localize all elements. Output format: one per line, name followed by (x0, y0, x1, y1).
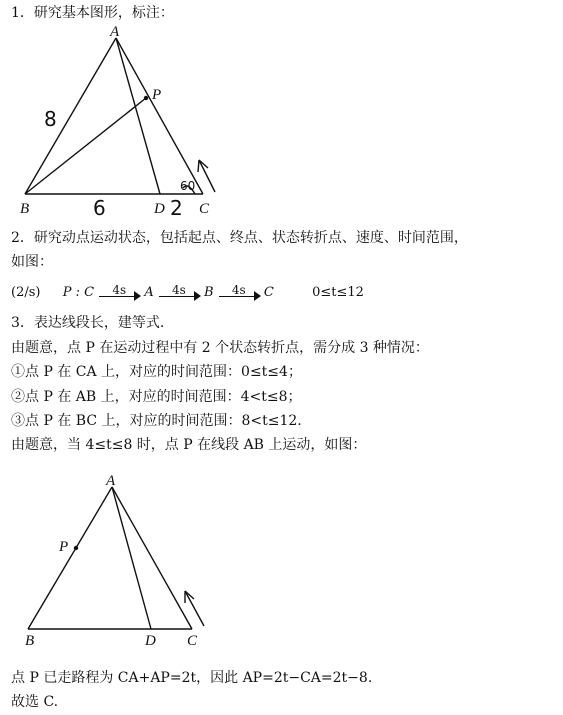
figure1-triangle (0, 22, 240, 220)
case3-text: ③点 P 在 BC 上，对应的时间范围：8<t≤12. (11, 413, 302, 429)
motion-process (11, 283, 364, 304)
label-b: B (20, 201, 30, 217)
figure2-triangle (0, 470, 230, 655)
arrow-c-to-a: 4s (99, 284, 139, 302)
label-p: P (59, 539, 69, 555)
process-point-b: B (204, 285, 214, 300)
conclusion-line2: 故选 C. (11, 694, 59, 710)
label-a: A (106, 473, 116, 489)
note-side-length: 8 (44, 107, 57, 131)
side-ab (25, 38, 116, 194)
label-a: A (110, 24, 120, 40)
motion-arrow-head (198, 160, 208, 172)
step1-heading: 1．研究基本图形，标注： (11, 5, 174, 21)
case1-text: ①点 P 在 CA 上，对应的时间范围：0≤t≤4； (11, 364, 302, 380)
case2-text: ②点 P 在 AB 上，对应的时间范围：4<t≤8； (11, 389, 302, 405)
side-ac (116, 38, 203, 194)
step3-line3: 由题意，当 4≤t≤8 时，点 P 在线段 AB 上运动，如图： (11, 437, 367, 453)
note-angle: 60 (180, 179, 196, 193)
note-dc-length: 2 (170, 196, 183, 220)
arrow-a-to-b: 4s (159, 284, 199, 302)
label-b: B (25, 633, 35, 649)
segment-ad (112, 487, 151, 629)
process-range: 0≤t≤12 (312, 285, 364, 300)
step2-line1: 2．研究动点运动状态，包括起点、终点、状态转折点、速度、时间范围， (11, 230, 468, 246)
speed-label: (2/s) (11, 285, 41, 300)
step3-line1: 3．表达线段长，建等式. (11, 315, 165, 331)
side-ab (28, 487, 112, 629)
label-d: D (154, 201, 165, 217)
label-c: C (199, 201, 210, 217)
motion-arrow-head (185, 591, 194, 603)
note-base-length: 6 (93, 196, 106, 220)
process-point-a: A (144, 285, 154, 300)
step3-line2: 由题意，点 P 在运动过程中有 2 个状态转折点，需分成 3 种情况： (11, 340, 429, 356)
label-c: C (187, 633, 198, 649)
arrow-b-to-c: 4s (219, 284, 259, 302)
motion-arrow-line (199, 160, 215, 192)
label-d: D (145, 633, 156, 649)
label-p: P (152, 87, 162, 103)
conclusion-line1: 点 P 已走路程为 CA+AP=2t，因此 AP=2t−CA=2t−8. (11, 670, 373, 686)
point-p-dot (74, 546, 78, 550)
side-ac (112, 487, 192, 629)
process-prefix: P : C (62, 285, 95, 300)
point-p-dot (144, 96, 148, 100)
process-point-c: C (263, 285, 274, 300)
step2-line2: 如图： (11, 254, 53, 270)
